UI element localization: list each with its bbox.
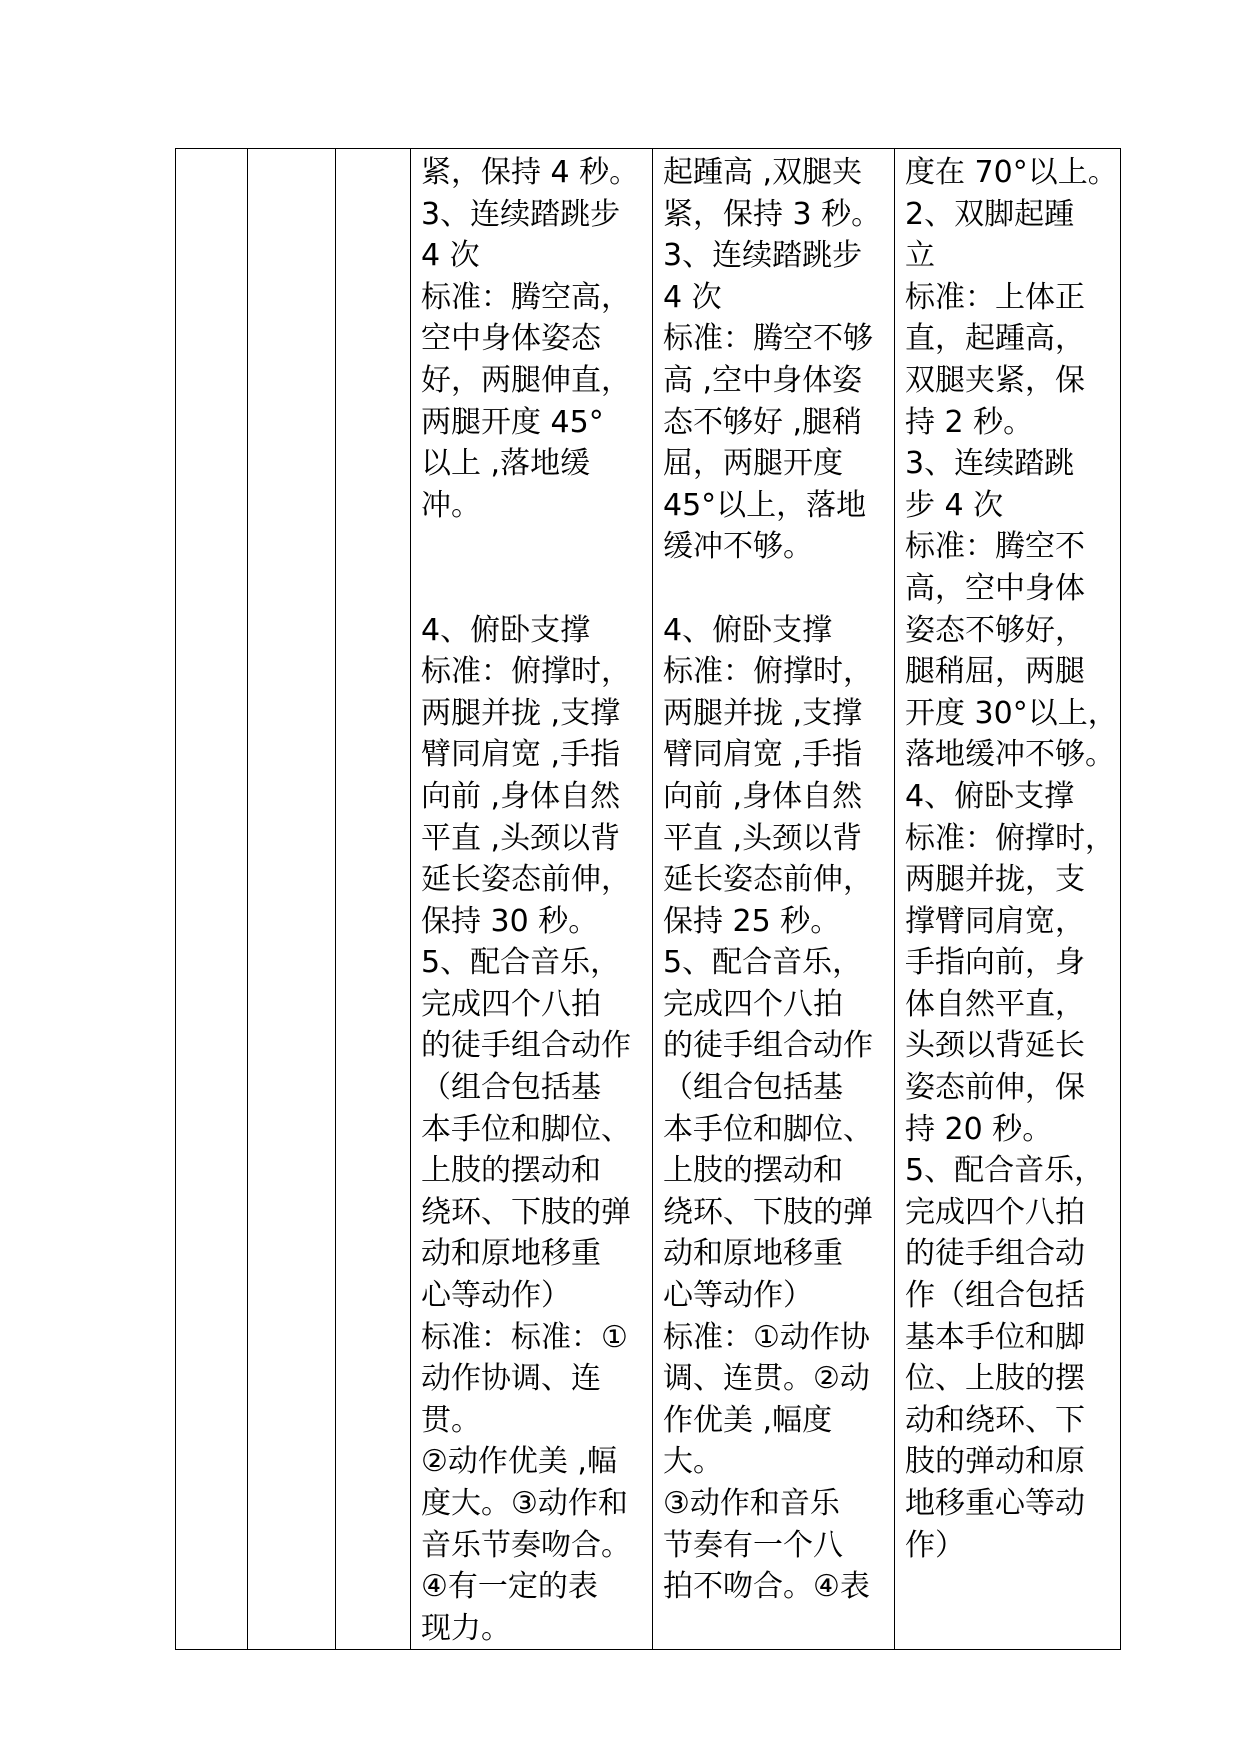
cell-excellent-standard xyxy=(411,149,653,1650)
assessment-table xyxy=(175,148,1121,1650)
cell-col2 xyxy=(248,149,336,1650)
table-row xyxy=(176,149,1121,1650)
excellent-standard-text: 紧，保持 4 秒。 3、连续踏跳步 4 次 标准：腾空高， 空中身体姿态 好，两腿伸直， 两腿开度 45° 以上 ,落地缓冲。 4、俯卧支撑 标准：俯撑时， 两腿并拢 ,支撑 臂同肩宽 ,手指 向前 ,身体自然 平直 ,头颈以背 延长姿态前伸， 保持 30 秒。 5、配合音乐， 完成四个八拍 的徒手组合动作 （组合包括基 本手位和脚位、 上肢的摆动和 绕环、下肢的弹 动和原地移重 心等动作） 标准：标准：① 动作协调、连贯。 ②动作优美 ,幅 度大。③动作和 音乐节奏吻合。 ④有一定的表 现力。 xyxy=(421,155,640,1646)
cell-pass-standard xyxy=(895,149,1121,1650)
pass-standard-text: 度在 70°以上。 2、双脚起踵 立 标准：上体正 直，起踵高， 双腿夹紧，保 持 2 秒。 3、连续踏跳 步 4 次 标准：腾空不 高，空中身体 姿态不够好， 腿稍屈，两腿 开度 30°以上， 落地缓冲不够。 4、俯卧支撑 标准：俯撑时， 两腿并拢，支 撑臂同肩宽， 手指向前，身 体自然平直， 头颈以背延长 姿态前伸，保 持 20 秒。 5、配合音乐， 完成四个八拍 的徒手组合动 作（组合包括 基本手位和脚 位、上肢的摆 动和绕环、下 肢的弹动和原 地移重心等动 作） xyxy=(905,155,1118,1563)
cell-col3 xyxy=(336,149,411,1650)
good-standard-text: 起踵高 ,双腿夹 紧，保持 3 秒。 3、连续踏跳步 4 次 标准：腾空不够 高 ,空中身体姿 态不够好 ,腿稍 屈，两腿开度 45°以上，落地 缓冲不够。 4、俯卧支撑 标准：俯撑时， 两腿并拢 ,支撑 臂同肩宽 ,手指 向前 ,身体自然 平直 ,头颈以背 延长姿态前伸， 保持 25 秒。 5、配合音乐， 完成四个八拍 的徒手组合动作 （组合包括基 本手位和脚位、 上肢的摆动和 绕环、下肢的弹 动和原地移重 心等动作） 标准：①动作协 调、连贯。②动 作优美 ,幅度大。 ③动作和音乐 节奏有一个八 拍不吻合。④表 xyxy=(663,155,882,1605)
cell-good-standard xyxy=(653,149,895,1650)
cell-col1 xyxy=(176,149,248,1650)
